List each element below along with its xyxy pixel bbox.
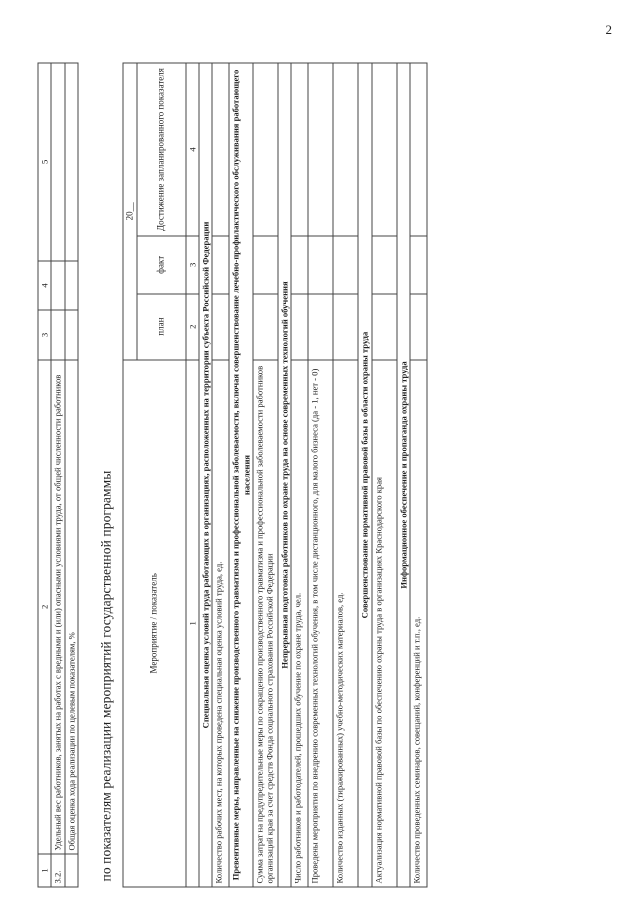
row-text: Общая оценка хода реализации по целевым показателям, % [65,360,78,854]
table-row [372,63,397,887]
row-text: Количество изданных (тиражированных) учебно-методических материалов, ед. [333,360,358,887]
column-number: 3 [186,236,199,294]
column-numbers-row [186,63,199,887]
table-row [65,63,78,887]
table-row [291,63,308,887]
header-cell: 2 [38,360,51,854]
column-number: 1 [186,360,199,887]
top-table [38,63,79,888]
row-text: Проведены мероприятия по внедрению современных технологий обучения, в том числе дистанционного, для малого бизнеса (да - 1, нет - 0) [308,360,333,887]
table-row [212,63,229,887]
row-number: 3.2. [51,854,64,887]
row-text: Количество проведенных семинаров, совещаний, конференций и т.п., ед. [410,360,427,887]
row-text: Количество рабочих мест, на которых проведена специальная оценка условий труда, ед. [212,360,229,887]
section-title: Непрерывная подготовка работников по охране труда на основе современных технологий обучения [278,63,291,887]
header-cell: 3 [38,310,51,359]
table-row [51,63,64,887]
plan-header: план [137,294,186,360]
row-text: Удельный вес работников, занятых на работах с вредными и (или) опасными условиями труда, от общей численности работников [51,360,64,854]
section-title: Превентивные меры, направленные на снижение производственного травматизма и профессиональной заболеваемости, включая совершенствование лечебно-профилактического обслуживания работающего населения [229,63,253,887]
row-text: Актуализация нормативной правовой базы по обеспечению охраны труда в организациях Краснодарского края [372,360,397,887]
column-number: 2 [186,294,199,360]
header-cell: 5 [38,63,51,261]
rotated-content [38,63,603,888]
row-text: Сумма затрат на предупредительные меры по сокращению производственного травматизма и профессиональной заболеваемости работников организаций края за счет средств Фонда социального страхования Российской Федерации [253,360,278,887]
row-text: Число работников и работодателей, прошедших обучение по охране труда, чел. [291,360,308,887]
row-number [65,854,78,887]
table-row [308,63,333,887]
section-title: Совершенствование нормативной правовой базы в области охраны труда [358,63,371,887]
header-cell: 1 [38,854,51,887]
table-header-row [38,63,51,887]
main-table [122,63,427,888]
column-number: 4 [186,63,199,236]
page-number: 2 [605,22,612,37]
table-row [253,63,278,887]
section-heading: по показателям реализации мероприятий государственной программы [98,470,114,882]
fact-header: факт [137,236,186,294]
table-row [333,63,358,887]
section-title: Специальная оценка условий труда работающих в организациях, расположенных на территории субъекта Российской Федерации [199,63,212,887]
measure-header: Мероприятие / показатель [123,360,186,887]
achievement-header: Достижение запланированного показателя [137,63,186,236]
table-row [410,63,427,887]
year-header: 20__ [123,63,137,360]
section-title: Информационное обеспечение и пропаганда охраны труда [397,63,410,887]
header-cell: 4 [38,261,51,310]
